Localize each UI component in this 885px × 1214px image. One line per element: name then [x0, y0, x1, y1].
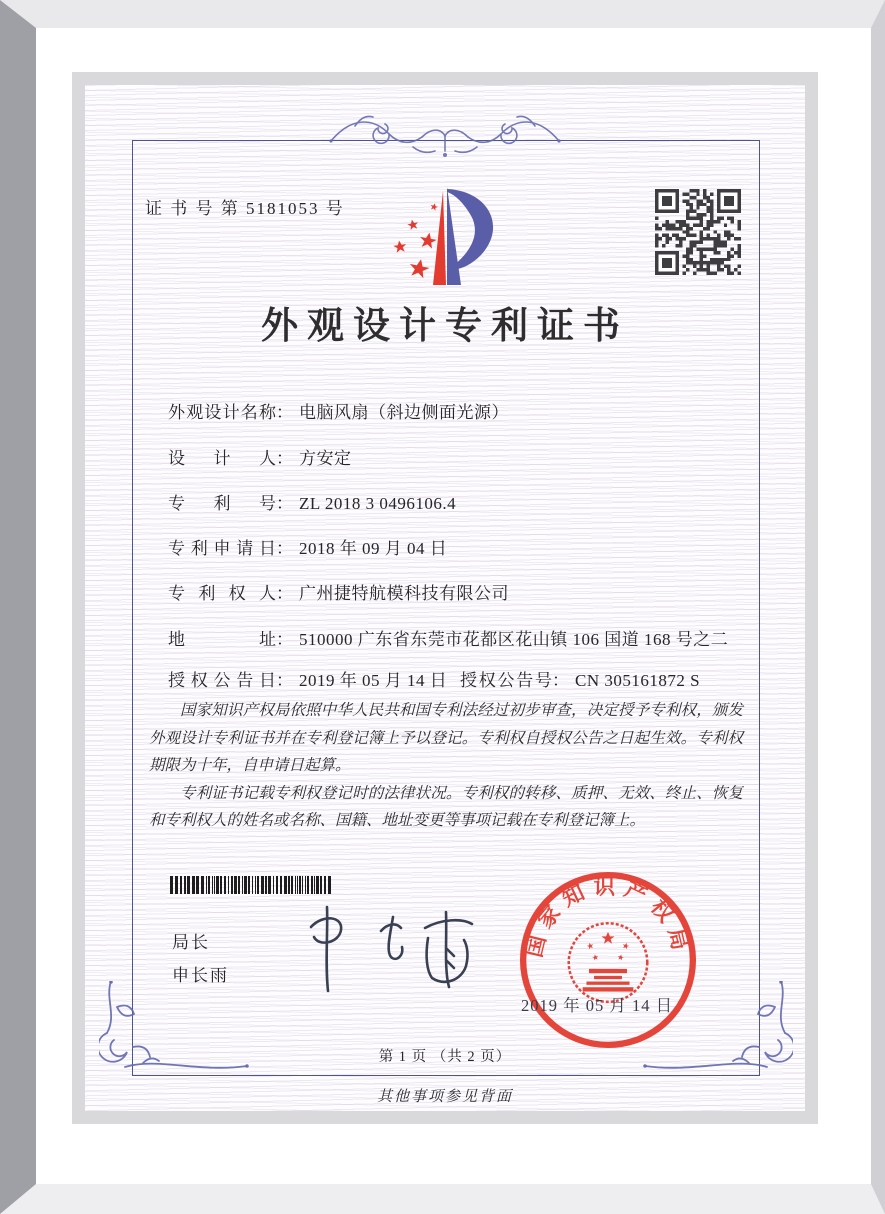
commissioner-signature [297, 897, 482, 997]
field-patentee: 专利权人： 广州捷特航模科技有限公司 [168, 579, 509, 604]
field-label: 外观设计名称 [168, 403, 276, 422]
field-label: 专利权人 [168, 584, 276, 603]
qr-code [655, 189, 741, 275]
legal-paragraph: 专利证书记载专利权登记时的法律状况。专利权的转移、质押、无效、终止、恢复和专利权人的姓名或名称、国籍、地址变更等事项记载在专利登记簿上。 [149, 784, 743, 830]
field-design-name: 外观设计名称： 电脑风扇（斜边侧面光源） [168, 398, 509, 423]
back-side-note: 其他事项参见背面 [376, 1089, 513, 1105]
seal-date: 2019 年 05 月 14 日 [521, 996, 674, 1015]
field-grant-number: 授权公告号： CN 305161872 S [460, 666, 700, 691]
signer-title: 局长 [172, 933, 210, 952]
field-label: 设计人 [168, 449, 276, 468]
page-number: 第 1 页 （共 2 页） [378, 1049, 512, 1065]
legal-text [149, 697, 743, 835]
field-designer: 设计人： 方安定 [168, 444, 352, 469]
field-value: ZL 2018 3 0496106.4 [299, 494, 457, 513]
frame-mat [36, 28, 871, 1184]
field-value: 方安定 [299, 449, 352, 468]
field-label: 专利号 [168, 494, 276, 513]
frame-inner-line [72, 72, 818, 1124]
certificate-title: 外观设计专利证书 [261, 306, 629, 347]
field-label: 地址 [168, 630, 276, 649]
field-value: 2019 年 05 月 14 日 [299, 671, 448, 690]
top-flourish-ornament [325, 101, 565, 173]
barcode [170, 876, 332, 894]
seal-text: 国家知识产权局 [522, 875, 694, 960]
field-value: 2018 年 09 月 04 日 [299, 539, 448, 558]
svg-text:国家知识产权局 [522, 875, 694, 960]
official-seal [513, 865, 703, 1055]
field-value: 广州捷特航模科技有限公司 [299, 584, 509, 603]
national-emblem [583, 932, 634, 992]
field-grant-date: 授权公告日： 2019 年 05 月 14 日 授权公告号： CN 305161872 S [168, 666, 447, 691]
field-address: 地址： 510000 广东省东莞市花都区花山镇 106 国道 168 号之二 [168, 625, 728, 650]
legal-paragraph: 国家知识产权局依照中华人民共和国专利法经过初步审查，决定授予专利权，颁发外观设计专利证书并在专利登记簿上予以登记。专利权自授权公告之日起生效。专利权期限为十年，自申请日起算。 [149, 702, 743, 775]
cnipa-logo [381, 183, 511, 297]
signer-name: 申长雨 [172, 966, 229, 985]
field-label: 授权公告号 [460, 671, 552, 690]
field-label: 授权公告日 [168, 671, 276, 690]
field-patent-number: 专利号： ZL 2018 3 0496106.4 [168, 489, 456, 514]
field-application-date: 专利申请日： 2018 年 09 月 04 日 [168, 534, 447, 559]
certificate-number: 证 书 号 第 5181053 号 [145, 199, 345, 218]
certificate-page [85, 85, 805, 1111]
field-value: 510000 广东省东莞市花都区花山镇 106 国道 168 号之二 [299, 630, 729, 649]
field-value: 电脑风扇（斜边侧面光源） [299, 403, 509, 422]
field-label: 专利申请日 [168, 539, 276, 558]
field-value: CN 305161872 S [575, 671, 701, 690]
signer-block [172, 926, 229, 992]
